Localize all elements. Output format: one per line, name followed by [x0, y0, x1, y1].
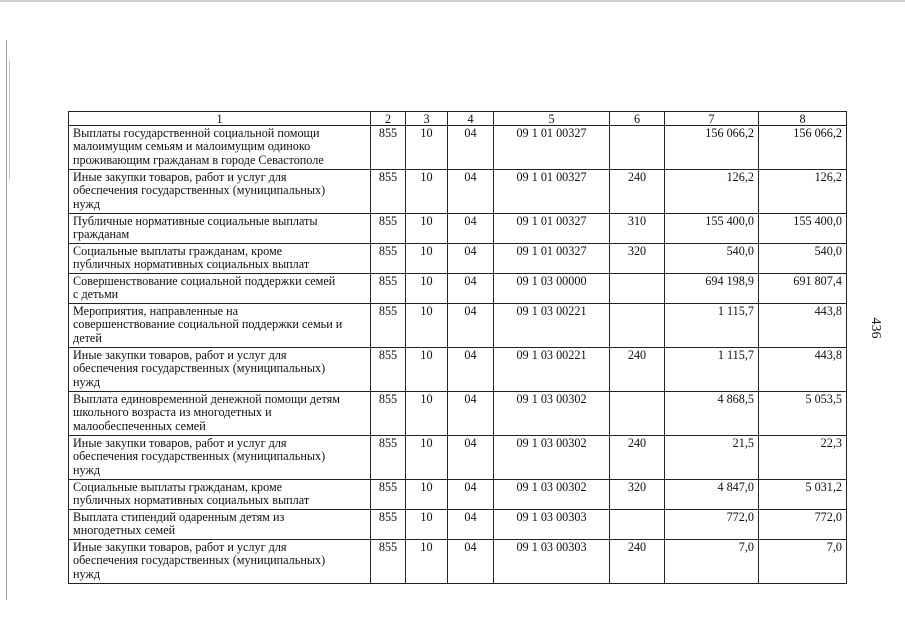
grbs-cell: 855	[371, 274, 406, 304]
amount-year2-cell: 772,0	[759, 510, 847, 540]
subsection-cell: 04	[448, 244, 494, 274]
page-top-edge	[0, 0, 905, 2]
amount-year2-cell: 7,0	[759, 540, 847, 584]
row-name-cell	[69, 170, 371, 214]
table-row	[69, 304, 847, 348]
row-name-line: Иные закупки товаров, работ и услуг для	[73, 170, 287, 184]
row-name-line: Социальные выплаты гражданам, кроме	[73, 480, 283, 494]
target-article-cell: 09 1 01 00327	[494, 244, 610, 274]
amount-year1-cell: 694 198,9	[665, 274, 759, 304]
subsection-cell: 04	[448, 392, 494, 436]
row-name-cell	[69, 540, 371, 584]
grbs-cell: 855	[371, 480, 406, 510]
amount-year1-cell: 156 066,2	[665, 126, 759, 170]
grbs-cell: 855	[371, 540, 406, 584]
expense-type-cell: 240	[610, 348, 665, 392]
table-row	[69, 436, 847, 480]
column-header: 4	[448, 112, 494, 126]
row-name-cell	[69, 304, 371, 348]
subsection-cell: 04	[448, 126, 494, 170]
section-cell: 10	[406, 170, 448, 214]
table-row	[69, 170, 847, 214]
table-row	[69, 510, 847, 540]
row-name-line: Выплата стипендий одаренным детям из	[73, 510, 285, 524]
row-name-cell	[69, 126, 371, 170]
row-name-line: обеспечения государственных (муниципальных)	[73, 361, 326, 376]
target-article-cell: 09 1 01 00327	[494, 214, 610, 244]
amount-year2-cell: 126,2	[759, 170, 847, 214]
amount-year2-cell: 691 807,4	[759, 274, 847, 304]
section-cell: 10	[406, 540, 448, 584]
column-header: 1	[69, 112, 371, 126]
row-name-line: нужд	[73, 566, 101, 581]
grbs-cell: 855	[371, 348, 406, 392]
grbs-cell: 855	[371, 392, 406, 436]
column-header: 7	[665, 112, 759, 126]
amount-year1-cell: 7,0	[665, 540, 759, 584]
expense-type-cell	[610, 274, 665, 304]
amount-year2-cell: 156 066,2	[759, 126, 847, 170]
expense-type-cell: 320	[610, 244, 665, 274]
target-article-cell: 09 1 03 00303	[494, 540, 610, 584]
amount-year1-cell: 155 400,0	[665, 214, 759, 244]
target-article-cell: 09 1 03 00303	[494, 510, 610, 540]
row-name-cell	[69, 274, 371, 304]
amount-year2-cell: 5 031,2	[759, 480, 847, 510]
row-name-line: Выплата единовременной денежной помощи детям	[73, 392, 341, 406]
row-name-cell	[69, 480, 371, 510]
row-name-cell	[69, 510, 371, 540]
table-row	[69, 274, 847, 304]
row-name-line: малоимущим семьям и малоимущим одиноко	[73, 139, 311, 154]
expense-type-cell: 240	[610, 436, 665, 480]
section-cell: 10	[406, 480, 448, 510]
row-name-cell	[69, 392, 371, 436]
grbs-cell: 855	[371, 304, 406, 348]
grbs-cell: 855	[371, 214, 406, 244]
section-cell: 10	[406, 348, 448, 392]
grbs-cell: 855	[371, 510, 406, 540]
scan-artifact-line	[6, 40, 7, 600]
column-header: 5	[494, 112, 610, 126]
amount-year1-cell: 772,0	[665, 510, 759, 540]
subsection-cell: 04	[448, 214, 494, 244]
subsection-cell: 04	[448, 510, 494, 540]
row-name-cell	[69, 214, 371, 244]
section-cell: 10	[406, 510, 448, 540]
table-row	[69, 540, 847, 584]
row-name-line: гражданам	[73, 227, 130, 242]
expense-type-cell	[610, 392, 665, 436]
scan-artifact-line	[9, 60, 10, 180]
expense-type-cell: 240	[610, 540, 665, 584]
row-name-line: Иные закупки товаров, работ и услуг для	[73, 348, 287, 362]
column-header: 8	[759, 112, 847, 126]
row-name-line: Совершенствование социальной поддержки семей	[73, 274, 336, 288]
column-header: 3	[406, 112, 448, 126]
subsection-cell: 04	[448, 348, 494, 392]
row-name-line: Иные закупки товаров, работ и услуг для	[73, 540, 287, 554]
row-name-line: нужд	[73, 196, 101, 211]
row-name-cell	[69, 436, 371, 480]
subsection-cell: 04	[448, 170, 494, 214]
amount-year2-cell: 5 053,5	[759, 392, 847, 436]
row-name-line: публичных нормативных социальных выплат	[73, 493, 310, 508]
expense-type-cell: 310	[610, 214, 665, 244]
target-article-cell: 09 1 03 00000	[494, 274, 610, 304]
row-name-line: Социальные выплаты гражданам, кроме	[73, 244, 283, 258]
expense-type-cell	[610, 126, 665, 170]
target-article-cell: 09 1 03 00221	[494, 304, 610, 348]
row-name-line: обеспечения государственных (муниципальных)	[73, 449, 326, 464]
target-article-cell: 09 1 03 00302	[494, 392, 610, 436]
target-article-cell: 09 1 03 00302	[494, 436, 610, 480]
section-cell: 10	[406, 244, 448, 274]
amount-year2-cell: 443,8	[759, 348, 847, 392]
budget-table	[68, 111, 847, 584]
row-name-line: Мероприятия, направленные на	[73, 304, 239, 318]
expense-type-cell	[610, 510, 665, 540]
amount-year1-cell: 4 847,0	[665, 480, 759, 510]
amount-year1-cell: 1 115,7	[665, 304, 759, 348]
table-row	[69, 244, 847, 274]
header-row	[69, 112, 847, 126]
target-article-cell: 09 1 03 00302	[494, 480, 610, 510]
expense-type-cell: 320	[610, 480, 665, 510]
target-article-cell: 09 1 01 00327	[494, 126, 610, 170]
target-article-cell: 09 1 03 00221	[494, 348, 610, 392]
amount-year2-cell: 155 400,0	[759, 214, 847, 244]
section-cell: 10	[406, 304, 448, 348]
page-number: 436	[868, 317, 883, 339]
row-name-line: многодетных семей	[73, 523, 176, 538]
column-header: 6	[610, 112, 665, 126]
section-cell: 10	[406, 126, 448, 170]
amount-year1-cell: 21,5	[665, 436, 759, 480]
subsection-cell: 04	[448, 540, 494, 584]
row-name-line: проживающим гражданам в городе Севастополе	[73, 152, 324, 167]
row-name-line: Выплаты государственной социальной помощи	[73, 126, 320, 140]
subsection-cell: 04	[448, 480, 494, 510]
section-cell: 10	[406, 274, 448, 304]
row-name-line: детей	[73, 330, 102, 345]
amount-year1-cell: 1 115,7	[665, 348, 759, 392]
amount-year1-cell: 540,0	[665, 244, 759, 274]
row-name-line: школьного возраста из многодетных и	[73, 405, 272, 420]
row-name-cell	[69, 348, 371, 392]
subsection-cell: 04	[448, 304, 494, 348]
section-cell: 10	[406, 214, 448, 244]
table-row	[69, 214, 847, 244]
section-cell: 10	[406, 392, 448, 436]
subsection-cell: 04	[448, 274, 494, 304]
table-row	[69, 392, 847, 436]
row-name-line: нужд	[73, 462, 101, 477]
table-row	[69, 480, 847, 510]
subsection-cell: 04	[448, 436, 494, 480]
row-name-line: обеспечения государственных (муниципальных)	[73, 553, 326, 568]
row-name-line: нужд	[73, 374, 101, 389]
amount-year2-cell: 443,8	[759, 304, 847, 348]
section-cell: 10	[406, 436, 448, 480]
table-row	[69, 348, 847, 392]
expense-type-cell: 240	[610, 170, 665, 214]
amount-year2-cell: 22,3	[759, 436, 847, 480]
amount-year1-cell: 4 868,5	[665, 392, 759, 436]
row-name-line: Публичные нормативные социальные выплаты	[73, 214, 318, 228]
grbs-cell: 855	[371, 244, 406, 274]
row-name-line: Иные закупки товаров, работ и услуг для	[73, 436, 287, 450]
target-article-cell: 09 1 01 00327	[494, 170, 610, 214]
grbs-cell: 855	[371, 126, 406, 170]
grbs-cell: 855	[371, 170, 406, 214]
table-body	[69, 126, 847, 584]
row-name-line: малообеспеченных семей	[73, 418, 206, 433]
row-name-cell	[69, 244, 371, 274]
table-row	[69, 126, 847, 170]
expense-type-cell	[610, 304, 665, 348]
amount-year2-cell: 540,0	[759, 244, 847, 274]
row-name-line: обеспечения государственных (муниципальных)	[73, 183, 326, 198]
row-name-line: совершенствование социальной поддержки семьи и	[73, 317, 343, 332]
grbs-cell: 855	[371, 436, 406, 480]
row-name-line: публичных нормативных социальных выплат	[73, 257, 310, 272]
column-header: 2	[371, 112, 406, 126]
amount-year1-cell: 126,2	[665, 170, 759, 214]
row-name-line: с детьми	[73, 287, 119, 302]
